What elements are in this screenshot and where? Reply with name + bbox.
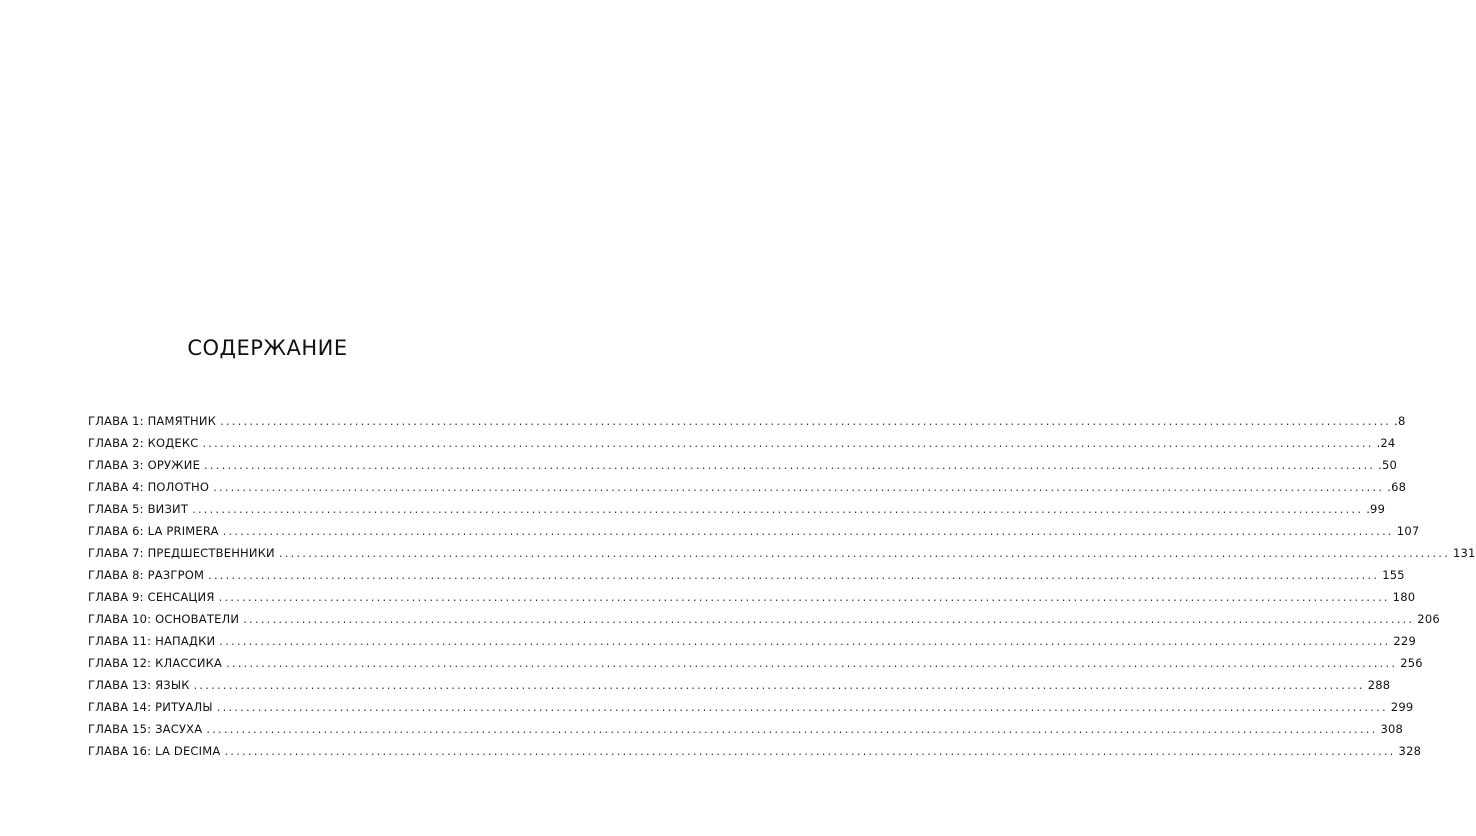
toc-entry-label: ГЛАВА 14: РИТУАЛЫ xyxy=(88,700,213,714)
toc-entry[interactable] xyxy=(88,722,1403,744)
toc-entry-label: ГЛАВА 9: СЕНСАЦИЯ xyxy=(88,590,215,604)
dot-leader: ........................................................................................................................................................................................................ xyxy=(224,744,1396,758)
dot-leader: ........................................................................................................................................................................................................ xyxy=(216,700,1388,714)
toc-entry-label: ГЛАВА 1: ПАМЯТНИК xyxy=(88,414,217,428)
dot-leader: ........................................................................................................................................................................................................ xyxy=(219,634,1391,648)
dot-leader: ........................................................................................................................................................................................................ xyxy=(202,436,1374,450)
dot-leader: ........................................................................................................................................................................................................ xyxy=(193,678,1365,692)
toc-entry-label: ГЛАВА 8: РАЗГРОМ xyxy=(88,568,205,582)
toc-entry-label: ГЛАВА 12: КЛАССИКА xyxy=(88,656,223,670)
toc-entry-label: ГЛАВА 10: ОСНОВАТЕЛИ xyxy=(88,612,240,626)
toc-entry[interactable] xyxy=(88,634,1416,656)
dot-leader: ........................................................................................................................................................................................................ xyxy=(243,612,1415,626)
dot-leader: ........................................................................................................................................................................................................ xyxy=(208,568,1380,582)
toc-entry-label: ГЛАВА 7: ПРЕДШЕСТВЕННИКИ xyxy=(88,546,275,560)
toc-entry[interactable] xyxy=(88,700,1414,722)
table-of-contents xyxy=(88,414,1476,766)
toc-entry-page: 107 xyxy=(1396,524,1420,538)
toc-entry[interactable] xyxy=(88,546,1476,568)
toc-entry-page: .68 xyxy=(1387,480,1407,494)
toc-entry-label: ГЛАВА 16: LA DECIMA xyxy=(88,744,221,758)
toc-entry-page: 256 xyxy=(1400,656,1423,670)
dot-leader: ........................................................................................................................................................................................................ xyxy=(218,590,1390,604)
toc-entry-page: .99 xyxy=(1366,502,1386,516)
toc-entry-label: ГЛАВА 15: ЗАСУХА xyxy=(88,722,203,736)
toc-entry-page: 131 xyxy=(1452,546,1476,560)
toc-entry[interactable] xyxy=(88,678,1391,700)
toc-entry[interactable] xyxy=(88,612,1440,634)
toc-entry-page: 155 xyxy=(1382,568,1405,582)
dot-leader: ........................................................................................................................................................................................................ xyxy=(220,414,1392,428)
dot-leader: ........................................................................................................................................................................................................ xyxy=(222,524,1394,538)
toc-entry[interactable] xyxy=(88,568,1405,590)
toc-entry-page: 206 xyxy=(1417,612,1440,626)
page-title: СОДЕРЖАНИЕ xyxy=(187,336,348,361)
toc-entry[interactable] xyxy=(88,744,1422,766)
toc-entry-page: 288 xyxy=(1367,678,1391,692)
toc-entry-page: .24 xyxy=(1376,436,1396,450)
toc-entry[interactable] xyxy=(88,590,1416,612)
dot-leader: ........................................................................................................................................................................................................ xyxy=(204,458,1376,472)
toc-entry-page: .50 xyxy=(1378,458,1398,472)
toc-entry-page: 229 xyxy=(1393,634,1416,648)
toc-entry-page: 180 xyxy=(1392,590,1416,604)
toc-entry-page: .8 xyxy=(1394,414,1406,428)
dot-leader: ........................................................................................................................................................................................................ xyxy=(278,546,1450,560)
toc-entry[interactable] xyxy=(88,480,1407,502)
toc-entry-label: ГЛАВА 5: ВИЗИТ xyxy=(88,502,189,516)
toc-entry[interactable] xyxy=(88,414,1406,436)
toc-entry[interactable] xyxy=(88,458,1398,480)
dot-leader: ........................................................................................................................................................................................................ xyxy=(226,656,1398,670)
toc-entry-page: 328 xyxy=(1398,744,1422,758)
dot-leader: ........................................................................................................................................................................................................ xyxy=(213,480,1385,494)
toc-entry-label: ГЛАВА 11: НАПАДКИ xyxy=(88,634,216,648)
toc-entry-label: ГЛАВА 2: КОДЕКС xyxy=(88,436,199,450)
toc-entry-page: 308 xyxy=(1380,722,1403,736)
toc-entry-label: ГЛАВА 13: ЯЗЫК xyxy=(88,678,190,692)
toc-entry-page: 299 xyxy=(1390,700,1414,714)
toc-entry[interactable] xyxy=(88,502,1386,524)
toc-entry[interactable] xyxy=(88,436,1396,458)
toc-entry-label: ГЛАВА 4: ПОЛОТНО xyxy=(88,480,210,494)
toc-entry-label: ГЛАВА 6: LA PRIMERA xyxy=(88,524,219,538)
toc-entry[interactable] xyxy=(88,524,1420,546)
dot-leader: ........................................................................................................................................................................................................ xyxy=(192,502,1364,516)
dot-leader: ........................................................................................................................................................................................................ xyxy=(206,722,1378,736)
toc-entry-label: ГЛАВА 3: ОРУЖИЕ xyxy=(88,458,201,472)
toc-entry[interactable] xyxy=(88,656,1423,678)
